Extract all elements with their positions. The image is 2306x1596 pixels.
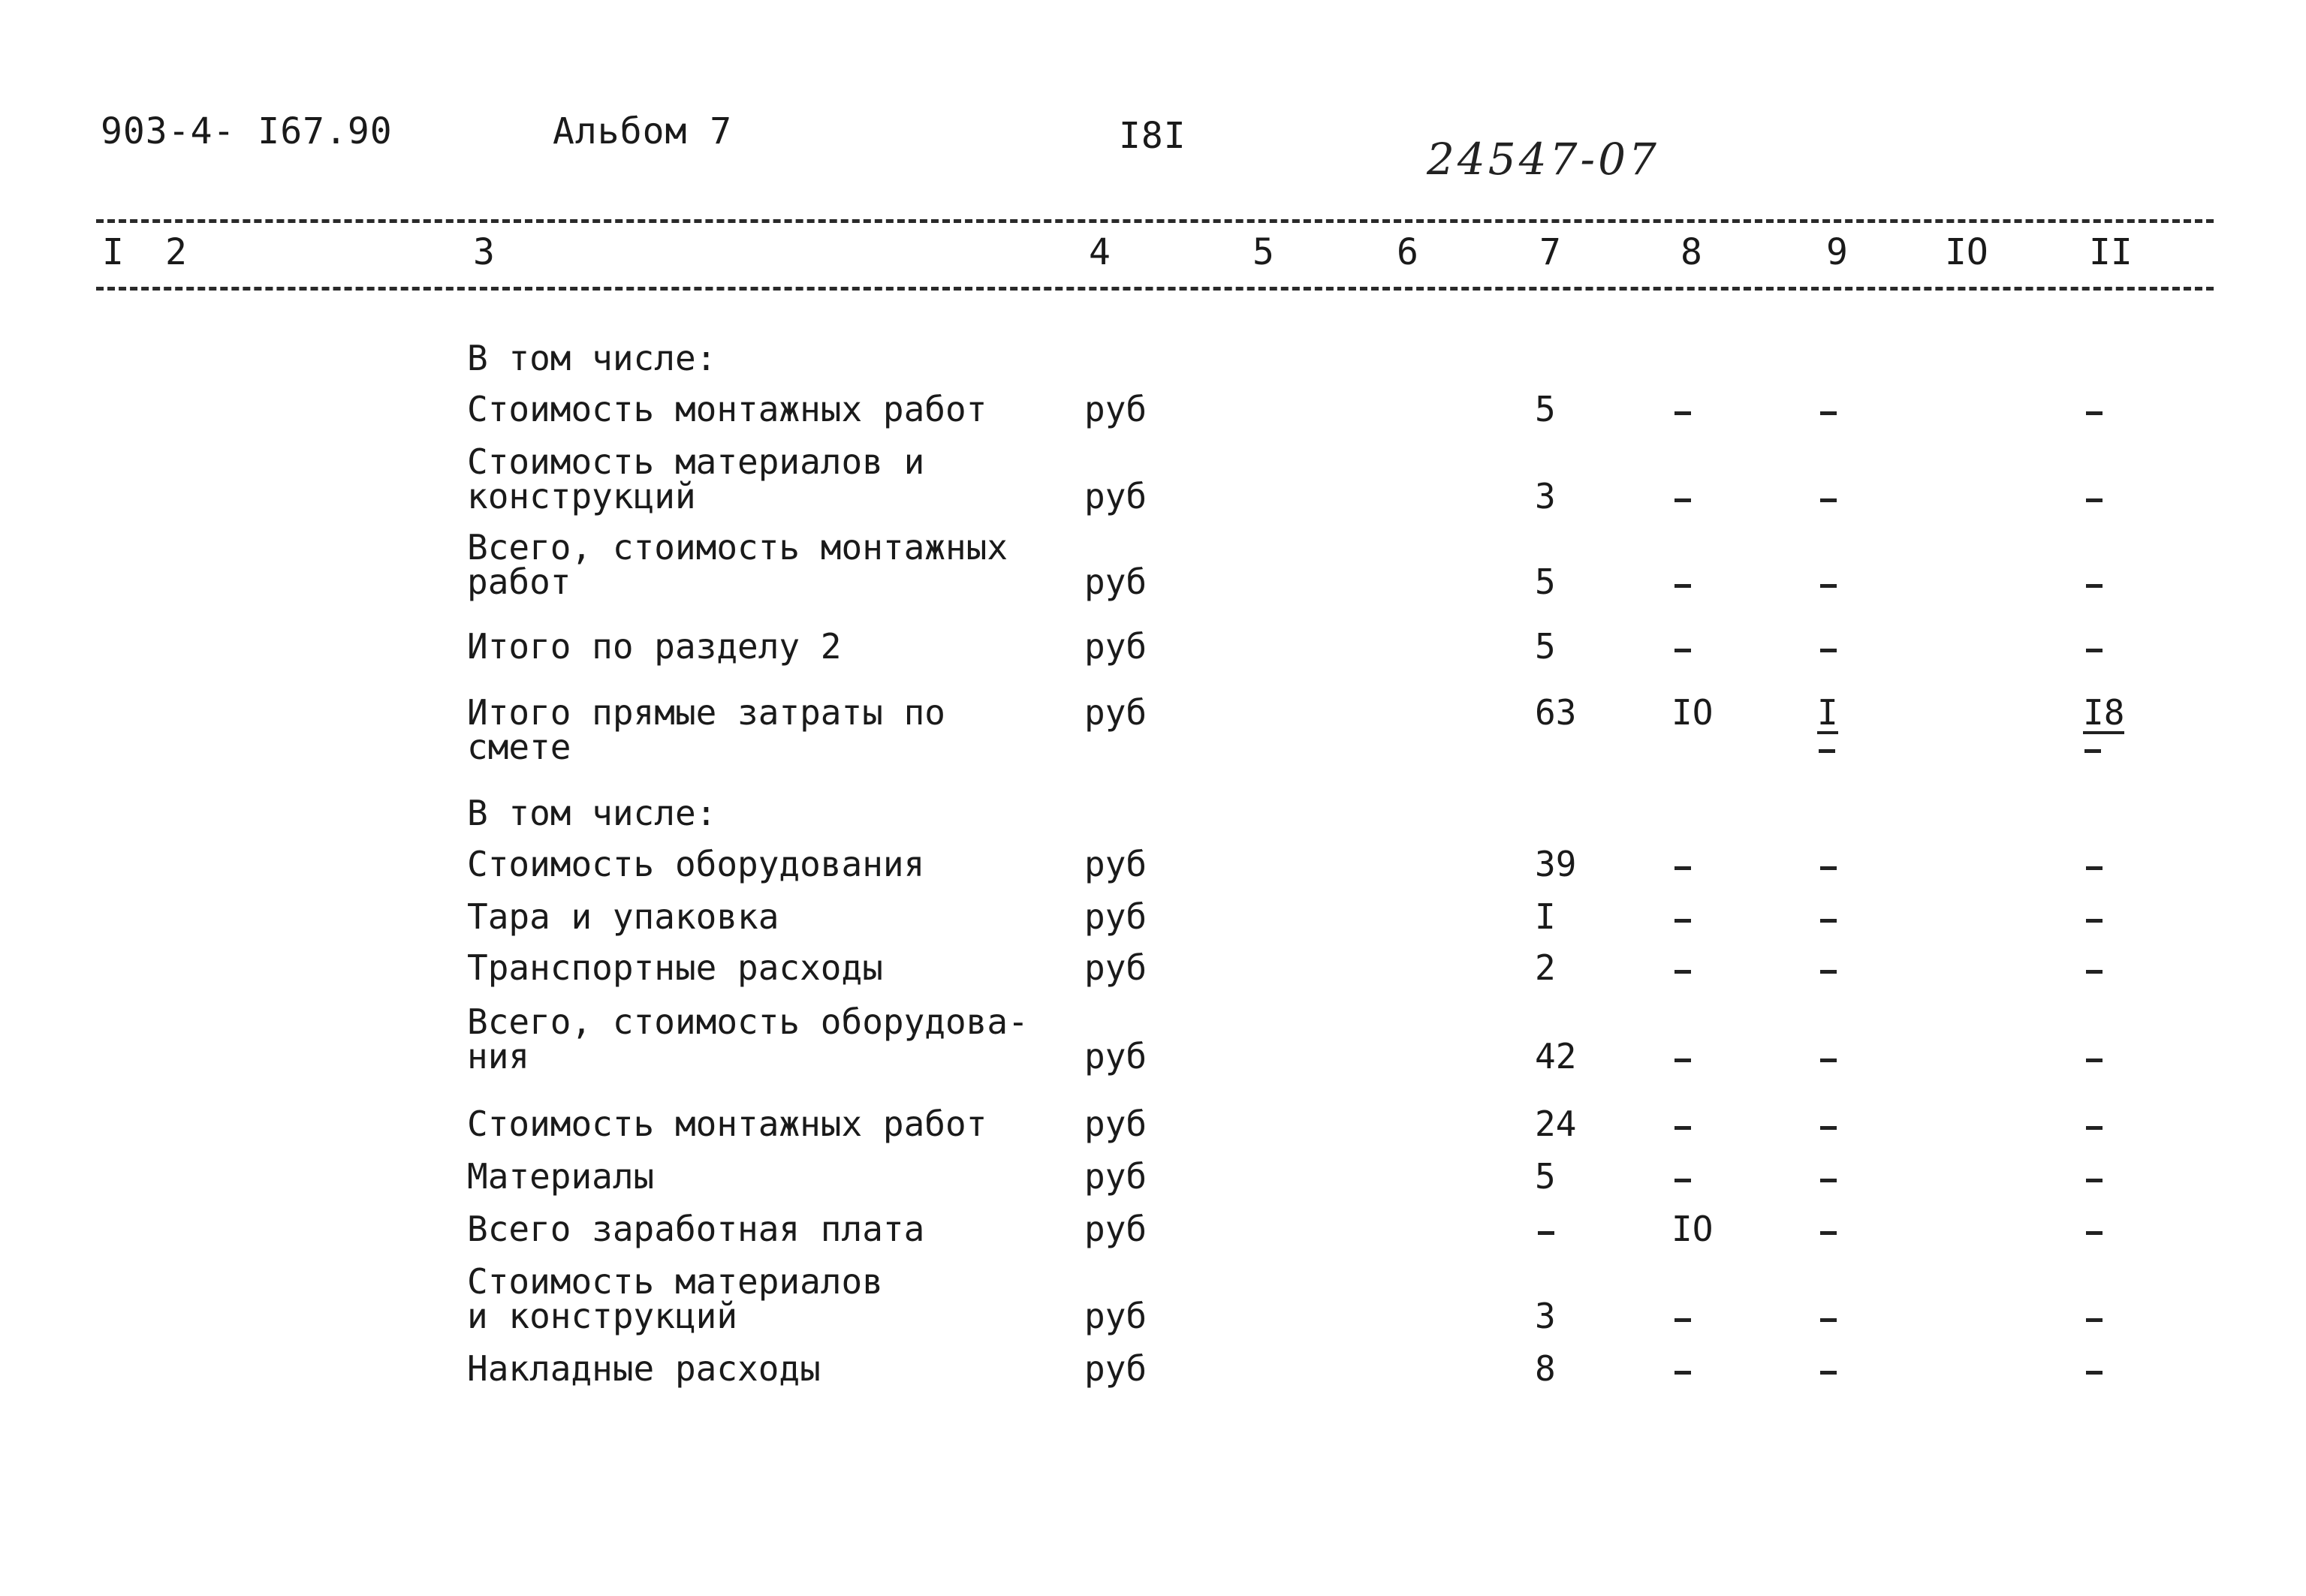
row-description: Стоимость материалов и конструкций <box>467 1261 883 1336</box>
row-col7-value: 42 <box>1535 1036 1577 1077</box>
row-description: Итого по разделу 2 <box>467 626 842 667</box>
row-unit: руб <box>1084 476 1147 516</box>
row-col11-value-dash <box>2086 1371 2103 1375</box>
row-description: Тара и упаковка <box>467 896 779 937</box>
document-code: 903-4- I67.90 <box>101 110 393 152</box>
row-col8-value: IO <box>1671 1209 1714 1249</box>
album-label: Альбом 7 <box>553 110 733 152</box>
row-col8-value-dash <box>1674 584 1691 588</box>
row-col8-value-dash <box>1674 1318 1691 1322</box>
row-description: Стоимость монтажных работ <box>467 389 987 429</box>
column-number-3: 3 <box>473 231 495 273</box>
row-unit: руб <box>1084 1296 1147 1336</box>
row-col7-value: 3 <box>1535 476 1556 516</box>
row-col9-value-dash <box>1820 411 1837 415</box>
row-col11-value-dash <box>2086 1318 2103 1322</box>
row-description: Стоимость оборудования <box>467 844 925 884</box>
handwritten-inventory-number: 24547-07 <box>1427 134 1659 185</box>
row-col8-value-dash <box>1674 1126 1691 1130</box>
row-col11-value-dash <box>2086 1231 2103 1235</box>
row-col11-value-dash <box>2086 649 2103 652</box>
row-col7-value: 8 <box>1535 1348 1556 1389</box>
header-rule-bottom <box>96 287 2214 291</box>
column-number-10: IO <box>1945 231 1988 273</box>
row-col11-value-dash <box>2086 1179 2103 1182</box>
row-description: Всего заработная плата <box>467 1209 925 1249</box>
row-col11-value-dash <box>2086 866 2103 870</box>
row-col9-value-dash <box>1820 1058 1837 1062</box>
row-col9-value-dash <box>1820 1179 1837 1182</box>
row-col7-value: 5 <box>1535 389 1556 429</box>
row-unit: руб <box>1084 1104 1147 1144</box>
row-col8-value-dash <box>1674 1058 1691 1062</box>
row-description: Материалы <box>467 1156 655 1197</box>
row-col8-value-dash <box>1674 970 1691 974</box>
row-description: Всего, стоимость монтажных работ <box>467 527 1008 602</box>
row-description: Транспортные расходы <box>467 947 883 988</box>
row-unit: руб <box>1084 1348 1147 1389</box>
row-col11-value-dash <box>2086 970 2103 974</box>
row-col11-value: I8 <box>2083 692 2125 733</box>
row-col9-value-dash <box>1820 1318 1837 1322</box>
row-description: Стоимость монтажных работ <box>467 1104 987 1144</box>
row-unit: руб <box>1084 1036 1147 1077</box>
row-col11-value-dash <box>2086 498 2103 502</box>
row-unit: руб <box>1084 947 1147 988</box>
row-col9-value-dash <box>1820 970 1837 974</box>
row-col7-value: 3 <box>1535 1296 1556 1336</box>
row-col8-value-dash <box>1674 649 1691 652</box>
row-col9-value-dash <box>1820 498 1837 502</box>
row-col11-value-dash <box>2086 1058 2103 1062</box>
column-number-5: 5 <box>1252 231 1274 273</box>
column-number-9: 9 <box>1826 231 1848 273</box>
row-description: Накладные расходы <box>467 1348 821 1389</box>
row-unit: руб <box>1084 1209 1147 1249</box>
row-col7-value: 2 <box>1535 947 1556 988</box>
row-col11-value-dash <box>2086 584 2103 588</box>
row-col7-value: 5 <box>1535 626 1556 667</box>
column-number-6: 6 <box>1397 231 1418 273</box>
row-col8-value-dash <box>1674 866 1691 870</box>
row-col7-value: 39 <box>1535 844 1577 884</box>
row-col9-value-dash <box>1820 866 1837 870</box>
row-col7-value: 5 <box>1535 1156 1556 1197</box>
row-col9-value: I <box>1817 692 1838 733</box>
row-col7-value: I <box>1535 896 1556 937</box>
row-col9-value-dash <box>1820 919 1837 923</box>
row-col8-value: IO <box>1671 692 1714 733</box>
row-unit: руб <box>1084 844 1147 884</box>
row-unit: руб <box>1084 389 1147 429</box>
row-col9-value-dash <box>1820 584 1837 588</box>
row-description: Стоимость материалов и конструкций <box>467 441 925 516</box>
header-rule-top <box>96 219 2214 223</box>
row-col8-value-dash <box>1674 411 1691 415</box>
row-col8-value-dash <box>1674 1179 1691 1182</box>
row-col11-value-sub-dash <box>2084 749 2101 753</box>
row-unit: руб <box>1084 692 1147 733</box>
row-unit: руб <box>1084 896 1147 937</box>
row-col9-value-dash <box>1820 1371 1837 1375</box>
column-number-1: I <box>102 231 124 273</box>
row-description: В том числе: <box>467 793 717 833</box>
row-col8-value-dash <box>1674 919 1691 923</box>
column-number-2: 2 <box>165 231 187 273</box>
page-number: I8I <box>1119 115 1186 157</box>
row-col11-value-dash <box>2086 1126 2103 1130</box>
row-unit: руб <box>1084 626 1147 667</box>
row-col7-value: 5 <box>1535 562 1556 602</box>
column-number-4: 4 <box>1089 231 1111 273</box>
column-number-7: 7 <box>1539 231 1561 273</box>
row-col7-value: 63 <box>1535 692 1577 733</box>
row-description: В том числе: <box>467 338 717 378</box>
row-col7-value-dash <box>1538 1231 1554 1235</box>
column-number-11: II <box>2089 231 2133 273</box>
row-col11-value-dash <box>2086 411 2103 415</box>
row-col8-value-dash <box>1674 1371 1691 1375</box>
row-unit: руб <box>1084 1156 1147 1197</box>
row-col9-value-dash <box>1820 1126 1837 1130</box>
row-description: Всего, стоимость оборудова- ния <box>467 1001 1029 1077</box>
row-col11-value-dash <box>2086 919 2103 923</box>
row-col7-value: 24 <box>1535 1104 1577 1144</box>
row-col9-value-sub-dash <box>1819 749 1835 753</box>
row-description: Итого прямые затраты по смете <box>467 692 945 767</box>
column-number-8: 8 <box>1681 231 1702 273</box>
row-col9-value-dash <box>1820 1231 1837 1235</box>
row-col8-value-dash <box>1674 498 1691 502</box>
row-unit: руб <box>1084 562 1147 602</box>
row-col9-value-dash <box>1820 649 1837 652</box>
